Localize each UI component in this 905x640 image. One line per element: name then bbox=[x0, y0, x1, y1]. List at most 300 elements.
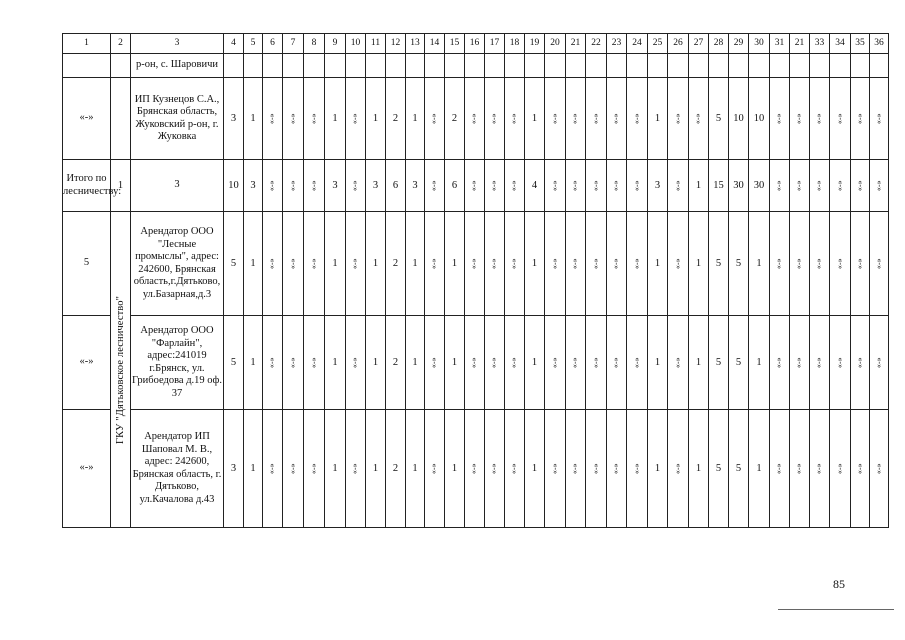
value-cell bbox=[810, 54, 830, 78]
ditto-cell bbox=[346, 78, 366, 160]
ditto-mark: «-» bbox=[612, 258, 622, 269]
value-cell: 1 bbox=[525, 316, 545, 410]
value-cell bbox=[545, 54, 566, 78]
ditto-mark: «-» bbox=[855, 258, 865, 269]
column-number: 31 bbox=[770, 34, 790, 54]
value-cell bbox=[607, 54, 627, 78]
ditto-cell bbox=[346, 410, 366, 528]
column-number: 7 bbox=[283, 34, 304, 54]
ditto-cell bbox=[668, 212, 689, 316]
ditto-cell bbox=[790, 160, 810, 212]
ditto-mark: «-» bbox=[309, 463, 319, 474]
value-cell: 10 bbox=[729, 78, 749, 160]
ditto-cell bbox=[545, 212, 566, 316]
ditto-mark: «-» bbox=[510, 357, 520, 368]
table-row bbox=[63, 316, 889, 410]
ditto-cell bbox=[627, 212, 648, 316]
tenant-cell: ИП Кузнецов С.А., Брянская область, Жуковский р-он, г. Жуковка bbox=[131, 78, 224, 160]
ditto-mark: «-» bbox=[430, 357, 440, 368]
ditto-cell bbox=[830, 212, 851, 316]
ditto-mark: «-» bbox=[795, 463, 805, 474]
row-number-cell: Итого по лесничеству: bbox=[63, 160, 111, 212]
value-cell: 4 bbox=[525, 160, 545, 212]
value-cell: 1 bbox=[406, 316, 425, 410]
ditto-cell bbox=[505, 212, 525, 316]
value-cell: 30 bbox=[729, 160, 749, 212]
ditto-cell bbox=[810, 212, 830, 316]
ditto-mark: «-» bbox=[510, 113, 520, 124]
value-cell: 2 bbox=[386, 410, 406, 528]
value-cell: 2 bbox=[445, 78, 465, 160]
ditto-cell bbox=[586, 78, 607, 160]
ditto-mark: «-» bbox=[775, 258, 785, 269]
column-number: 11 bbox=[366, 34, 386, 54]
value-cell: 10 bbox=[224, 160, 244, 212]
ditto-mark: «-» bbox=[550, 357, 560, 368]
value-cell bbox=[445, 54, 465, 78]
ditto-mark: «-» bbox=[490, 258, 500, 269]
column-number: 22 bbox=[586, 34, 607, 54]
ditto-cell bbox=[810, 316, 830, 410]
page-number: 85 bbox=[833, 577, 845, 591]
value-cell: 1 bbox=[525, 78, 545, 160]
ditto-cell bbox=[668, 160, 689, 212]
ditto-mark: «-» bbox=[268, 113, 278, 124]
column-number: 6 bbox=[263, 34, 283, 54]
ditto-cell bbox=[465, 212, 485, 316]
column-number: 16 bbox=[465, 34, 485, 54]
value-cell bbox=[729, 54, 749, 78]
value-cell: 1 bbox=[366, 212, 386, 316]
ditto-mark: «-» bbox=[309, 357, 319, 368]
ditto-cell bbox=[566, 160, 586, 212]
ditto-cell bbox=[810, 78, 830, 160]
ditto-mark: «-» bbox=[855, 180, 865, 191]
ditto-mark: «-» bbox=[490, 357, 500, 368]
value-cell: 1 bbox=[689, 212, 709, 316]
ditto-cell bbox=[586, 316, 607, 410]
value-cell: 5 bbox=[224, 212, 244, 316]
ditto-cell bbox=[870, 410, 889, 528]
ditto-mark: «-» bbox=[673, 357, 683, 368]
ditto-mark: «-» bbox=[855, 113, 865, 124]
value-cell bbox=[851, 54, 870, 78]
ditto-cell bbox=[668, 316, 689, 410]
ditto-cell bbox=[830, 78, 851, 160]
ditto-mark: «-» bbox=[815, 357, 825, 368]
value-cell: 1 bbox=[325, 316, 346, 410]
value-cell: 1 bbox=[525, 410, 545, 528]
ditto-mark: «-» bbox=[775, 113, 785, 124]
ditto-mark: «-» bbox=[591, 463, 601, 474]
ditto-mark: «-» bbox=[694, 113, 704, 124]
ditto-mark: «-» bbox=[571, 258, 581, 269]
ditto-mark: «-» bbox=[430, 113, 440, 124]
ditto-cell bbox=[830, 316, 851, 410]
ditto-cell bbox=[607, 212, 627, 316]
ditto-mark: «-» bbox=[874, 113, 884, 124]
ditto-mark: «-» bbox=[855, 463, 865, 474]
value-cell: 1 bbox=[648, 410, 668, 528]
value-cell bbox=[770, 54, 790, 78]
ditto-cell bbox=[810, 160, 830, 212]
ditto-cell bbox=[770, 316, 790, 410]
dept-vertical-label: ГКУ "Дятьковское лесничество" bbox=[114, 295, 126, 444]
column-number: 2 bbox=[111, 34, 131, 54]
value-cell bbox=[283, 54, 304, 78]
ditto-mark: «-» bbox=[430, 258, 440, 269]
ditto-cell bbox=[770, 212, 790, 316]
value-cell: 1 bbox=[244, 78, 263, 160]
ditto-mark: «-» bbox=[510, 463, 520, 474]
ditto-mark: «-» bbox=[351, 113, 361, 124]
ditto-cell bbox=[283, 212, 304, 316]
ditto-cell bbox=[263, 78, 283, 160]
ditto-mark: «-» bbox=[632, 357, 642, 368]
ditto-mark: «-» bbox=[490, 180, 500, 191]
ditto-mark: «-» bbox=[490, 113, 500, 124]
ditto-mark: «-» bbox=[550, 180, 560, 191]
ditto-cell bbox=[851, 316, 870, 410]
ditto-cell bbox=[304, 160, 325, 212]
ditto-mark: «-» bbox=[571, 463, 581, 474]
ditto-cell bbox=[627, 160, 648, 212]
ditto-mark: «-» bbox=[288, 357, 298, 368]
column-number: 20 bbox=[545, 34, 566, 54]
ditto-cell bbox=[425, 78, 445, 160]
value-cell bbox=[586, 54, 607, 78]
column-number: 33 bbox=[810, 34, 830, 54]
value-cell bbox=[224, 54, 244, 78]
ditto-mark: «-» bbox=[874, 357, 884, 368]
ditto-mark: «-» bbox=[309, 113, 319, 124]
ditto-cell bbox=[810, 410, 830, 528]
ditto-mark: «-» bbox=[591, 357, 601, 368]
value-cell: 1 bbox=[406, 212, 425, 316]
ditto-mark: «-» bbox=[550, 113, 560, 124]
column-number: 1 bbox=[63, 34, 111, 54]
value-cell bbox=[648, 54, 668, 78]
dept-count-cell: 1 bbox=[111, 160, 131, 212]
value-cell: 5 bbox=[709, 410, 729, 528]
value-cell: 3 bbox=[244, 160, 263, 212]
ditto-cell bbox=[870, 212, 889, 316]
column-number: 9 bbox=[325, 34, 346, 54]
tenant-cell: Арендатор ООО "Лесные промыслы", адрес: 242600, Брянская область,г.Дятьково, ул.Базарная,д.3 bbox=[131, 212, 224, 316]
ditto-mark: «-» bbox=[673, 180, 683, 191]
value-cell bbox=[668, 54, 689, 78]
ditto-mark: «-» bbox=[835, 357, 845, 368]
column-number: 35 bbox=[851, 34, 870, 54]
value-cell: 15 bbox=[709, 160, 729, 212]
ditto-mark: «-» bbox=[470, 180, 480, 191]
ditto-mark: «-» bbox=[874, 258, 884, 269]
column-number: 12 bbox=[386, 34, 406, 54]
ditto-cell bbox=[790, 410, 810, 528]
value-cell: 5 bbox=[709, 316, 729, 410]
ditto-mark: «-» bbox=[268, 258, 278, 269]
ditto-cell bbox=[304, 212, 325, 316]
value-cell: 1 bbox=[689, 316, 709, 410]
value-cell bbox=[689, 54, 709, 78]
ditto-cell bbox=[566, 212, 586, 316]
value-cell bbox=[325, 54, 346, 78]
ditto-mark: «-» bbox=[470, 258, 480, 269]
ditto-mark: «-» bbox=[673, 463, 683, 474]
ditto-mark: «-» bbox=[510, 258, 520, 269]
ditto-mark: «-» bbox=[612, 463, 622, 474]
row-number-cell: «-» bbox=[63, 78, 111, 160]
table-row bbox=[63, 54, 889, 78]
ditto-cell bbox=[790, 78, 810, 160]
ditto-mark: «-» bbox=[835, 258, 845, 269]
ditto-cell bbox=[830, 410, 851, 528]
ditto-cell bbox=[425, 160, 445, 212]
ditto-cell bbox=[770, 410, 790, 528]
ditto-cell bbox=[851, 78, 870, 160]
ditto-cell bbox=[851, 160, 870, 212]
ditto-cell bbox=[545, 78, 566, 160]
tenant-cell: Арендатор ООО "Фарлайн", адрес:241019 г.Брянск, ул. Грибоедова д.19 оф. 37 bbox=[131, 316, 224, 410]
ditto-mark: «-» bbox=[470, 113, 480, 124]
column-number: 21 bbox=[566, 34, 586, 54]
ditto-cell bbox=[545, 410, 566, 528]
row-number-cell: «-» bbox=[63, 316, 111, 410]
column-number: 17 bbox=[485, 34, 505, 54]
ditto-mark: «-» bbox=[815, 258, 825, 269]
ditto-mark: «-» bbox=[268, 180, 278, 191]
ditto-mark: «-» bbox=[612, 113, 622, 124]
value-cell bbox=[263, 54, 283, 78]
ditto-cell bbox=[505, 78, 525, 160]
ditto-cell bbox=[465, 78, 485, 160]
tenant-cell: р-он, с. Шаровичи bbox=[131, 54, 224, 78]
ditto-cell bbox=[870, 160, 889, 212]
ditto-mark: «-» bbox=[612, 180, 622, 191]
value-cell: 1 bbox=[689, 410, 709, 528]
value-cell bbox=[244, 54, 263, 78]
ditto-cell bbox=[607, 160, 627, 212]
value-cell: 1 bbox=[244, 212, 263, 316]
value-cell bbox=[406, 54, 425, 78]
column-number: 34 bbox=[830, 34, 851, 54]
value-cell: 2 bbox=[386, 212, 406, 316]
tenant-cell: Арендатор ИП Шаповал М. В., адрес: 242600, Брянская область, г. Дятьково, ул.Качалова д.43 bbox=[131, 410, 224, 528]
ditto-mark: «-» bbox=[795, 180, 805, 191]
value-cell: 5 bbox=[729, 410, 749, 528]
value-cell: 1 bbox=[749, 316, 770, 410]
ditto-cell bbox=[425, 212, 445, 316]
ditto-cell bbox=[425, 316, 445, 410]
ditto-mark: «-» bbox=[309, 180, 319, 191]
ditto-cell bbox=[586, 410, 607, 528]
value-cell: 3 bbox=[648, 160, 668, 212]
value-cell: 5 bbox=[709, 78, 729, 160]
value-cell: 1 bbox=[689, 160, 709, 212]
value-cell: 1 bbox=[325, 78, 346, 160]
ditto-mark: «-» bbox=[632, 180, 642, 191]
ditto-cell bbox=[425, 410, 445, 528]
value-cell bbox=[870, 54, 889, 78]
column-number: 8 bbox=[304, 34, 325, 54]
table-row bbox=[63, 212, 889, 316]
table-row bbox=[63, 78, 889, 160]
column-number: 21 bbox=[790, 34, 810, 54]
value-cell: 10 bbox=[749, 78, 770, 160]
ditto-mark: «-» bbox=[795, 357, 805, 368]
ditto-mark: «-» bbox=[288, 258, 298, 269]
ditto-cell bbox=[485, 78, 505, 160]
footer-rule bbox=[778, 609, 894, 610]
value-cell: 5 bbox=[709, 212, 729, 316]
value-cell bbox=[525, 54, 545, 78]
value-cell: 5 bbox=[224, 316, 244, 410]
ditto-cell bbox=[485, 212, 505, 316]
column-number: 25 bbox=[648, 34, 668, 54]
column-number: 28 bbox=[709, 34, 729, 54]
ditto-cell bbox=[283, 316, 304, 410]
ditto-cell bbox=[283, 410, 304, 528]
ditto-cell bbox=[263, 160, 283, 212]
ditto-mark: «-» bbox=[351, 258, 361, 269]
ditto-cell bbox=[790, 316, 810, 410]
value-cell: 1 bbox=[366, 410, 386, 528]
ditto-cell bbox=[485, 410, 505, 528]
value-cell: 3 bbox=[406, 160, 425, 212]
ditto-mark: «-» bbox=[815, 113, 825, 124]
ditto-mark: «-» bbox=[351, 357, 361, 368]
value-cell: 3 bbox=[366, 160, 386, 212]
value-cell bbox=[830, 54, 851, 78]
column-number: 36 bbox=[870, 34, 889, 54]
value-cell bbox=[304, 54, 325, 78]
value-cell: 1 bbox=[406, 410, 425, 528]
column-number: 24 bbox=[627, 34, 648, 54]
ditto-mark: «-» bbox=[288, 113, 298, 124]
ditto-mark: «-» bbox=[855, 357, 865, 368]
ditto-cell bbox=[607, 78, 627, 160]
value-cell bbox=[425, 54, 445, 78]
value-cell: 5 bbox=[729, 212, 749, 316]
ditto-mark: «-» bbox=[288, 463, 298, 474]
dept-cell bbox=[111, 54, 131, 78]
value-cell: 6 bbox=[445, 160, 465, 212]
column-number: 19 bbox=[525, 34, 545, 54]
value-cell bbox=[485, 54, 505, 78]
value-cell bbox=[366, 54, 386, 78]
ditto-mark: «-» bbox=[571, 180, 581, 191]
value-cell bbox=[465, 54, 485, 78]
column-number-row bbox=[63, 34, 889, 54]
table-row bbox=[63, 410, 889, 528]
value-cell: 1 bbox=[445, 410, 465, 528]
ditto-mark: «-» bbox=[430, 180, 440, 191]
ditto-cell bbox=[851, 410, 870, 528]
column-number: 10 bbox=[346, 34, 366, 54]
ditto-cell bbox=[263, 316, 283, 410]
column-number: 14 bbox=[425, 34, 445, 54]
ditto-cell bbox=[566, 78, 586, 160]
value-cell: 1 bbox=[325, 410, 346, 528]
ditto-mark: «-» bbox=[550, 463, 560, 474]
ditto-cell bbox=[586, 160, 607, 212]
value-cell bbox=[386, 54, 406, 78]
ditto-mark: «-» bbox=[268, 357, 278, 368]
ditto-mark: «-» bbox=[351, 463, 361, 474]
column-number: 29 bbox=[729, 34, 749, 54]
ditto-mark: «-» bbox=[835, 113, 845, 124]
ditto-mark: «-» bbox=[632, 113, 642, 124]
ditto-cell bbox=[283, 78, 304, 160]
ditto-cell bbox=[830, 160, 851, 212]
ditto-cell bbox=[346, 212, 366, 316]
ditto-cell bbox=[770, 160, 790, 212]
value-cell: 2 bbox=[386, 78, 406, 160]
ditto-mark: «-» bbox=[351, 180, 361, 191]
ditto-mark: «-» bbox=[309, 258, 319, 269]
ditto-cell bbox=[485, 316, 505, 410]
column-number: 15 bbox=[445, 34, 465, 54]
ditto-mark: «-» bbox=[815, 463, 825, 474]
ditto-cell bbox=[668, 78, 689, 160]
ditto-mark: «-» bbox=[835, 180, 845, 191]
value-cell bbox=[627, 54, 648, 78]
column-number: 26 bbox=[668, 34, 689, 54]
dept-cell bbox=[111, 78, 131, 160]
ditto-cell bbox=[668, 410, 689, 528]
ditto-mark: «-» bbox=[632, 258, 642, 269]
ditto-cell bbox=[627, 78, 648, 160]
value-cell: 1 bbox=[749, 410, 770, 528]
ditto-mark: «-» bbox=[632, 463, 642, 474]
value-cell: 1 bbox=[445, 212, 465, 316]
value-cell: 6 bbox=[386, 160, 406, 212]
ditto-mark: «-» bbox=[795, 258, 805, 269]
value-cell: 3 bbox=[224, 78, 244, 160]
ditto-cell bbox=[283, 160, 304, 212]
table-row bbox=[63, 160, 889, 212]
ditto-cell bbox=[870, 316, 889, 410]
ditto-mark: «-» bbox=[874, 463, 884, 474]
ditto-mark: «-» bbox=[612, 357, 622, 368]
ditto-cell bbox=[263, 212, 283, 316]
column-number: 27 bbox=[689, 34, 709, 54]
value-cell: 1 bbox=[445, 316, 465, 410]
ditto-cell bbox=[304, 316, 325, 410]
ditto-mark: «-» bbox=[571, 113, 581, 124]
ditto-mark: «-» bbox=[470, 463, 480, 474]
column-number: 5 bbox=[244, 34, 263, 54]
ditto-cell bbox=[485, 160, 505, 212]
ditto-cell bbox=[545, 160, 566, 212]
value-cell: 3 bbox=[325, 160, 346, 212]
value-cell: 1 bbox=[366, 316, 386, 410]
value-cell: 1 bbox=[648, 212, 668, 316]
ditto-cell bbox=[346, 316, 366, 410]
value-cell: 1 bbox=[406, 78, 425, 160]
ditto-mark: «-» bbox=[835, 463, 845, 474]
ditto-cell bbox=[465, 316, 485, 410]
ditto-mark: «-» bbox=[430, 463, 440, 474]
ditto-mark: «-» bbox=[795, 113, 805, 124]
ditto-cell bbox=[505, 160, 525, 212]
row-number-cell bbox=[63, 54, 111, 78]
ditto-mark: «-» bbox=[591, 258, 601, 269]
ditto-mark: «-» bbox=[288, 180, 298, 191]
ditto-cell bbox=[870, 78, 889, 160]
ditto-cell bbox=[689, 78, 709, 160]
ditto-mark: «-» bbox=[470, 357, 480, 368]
